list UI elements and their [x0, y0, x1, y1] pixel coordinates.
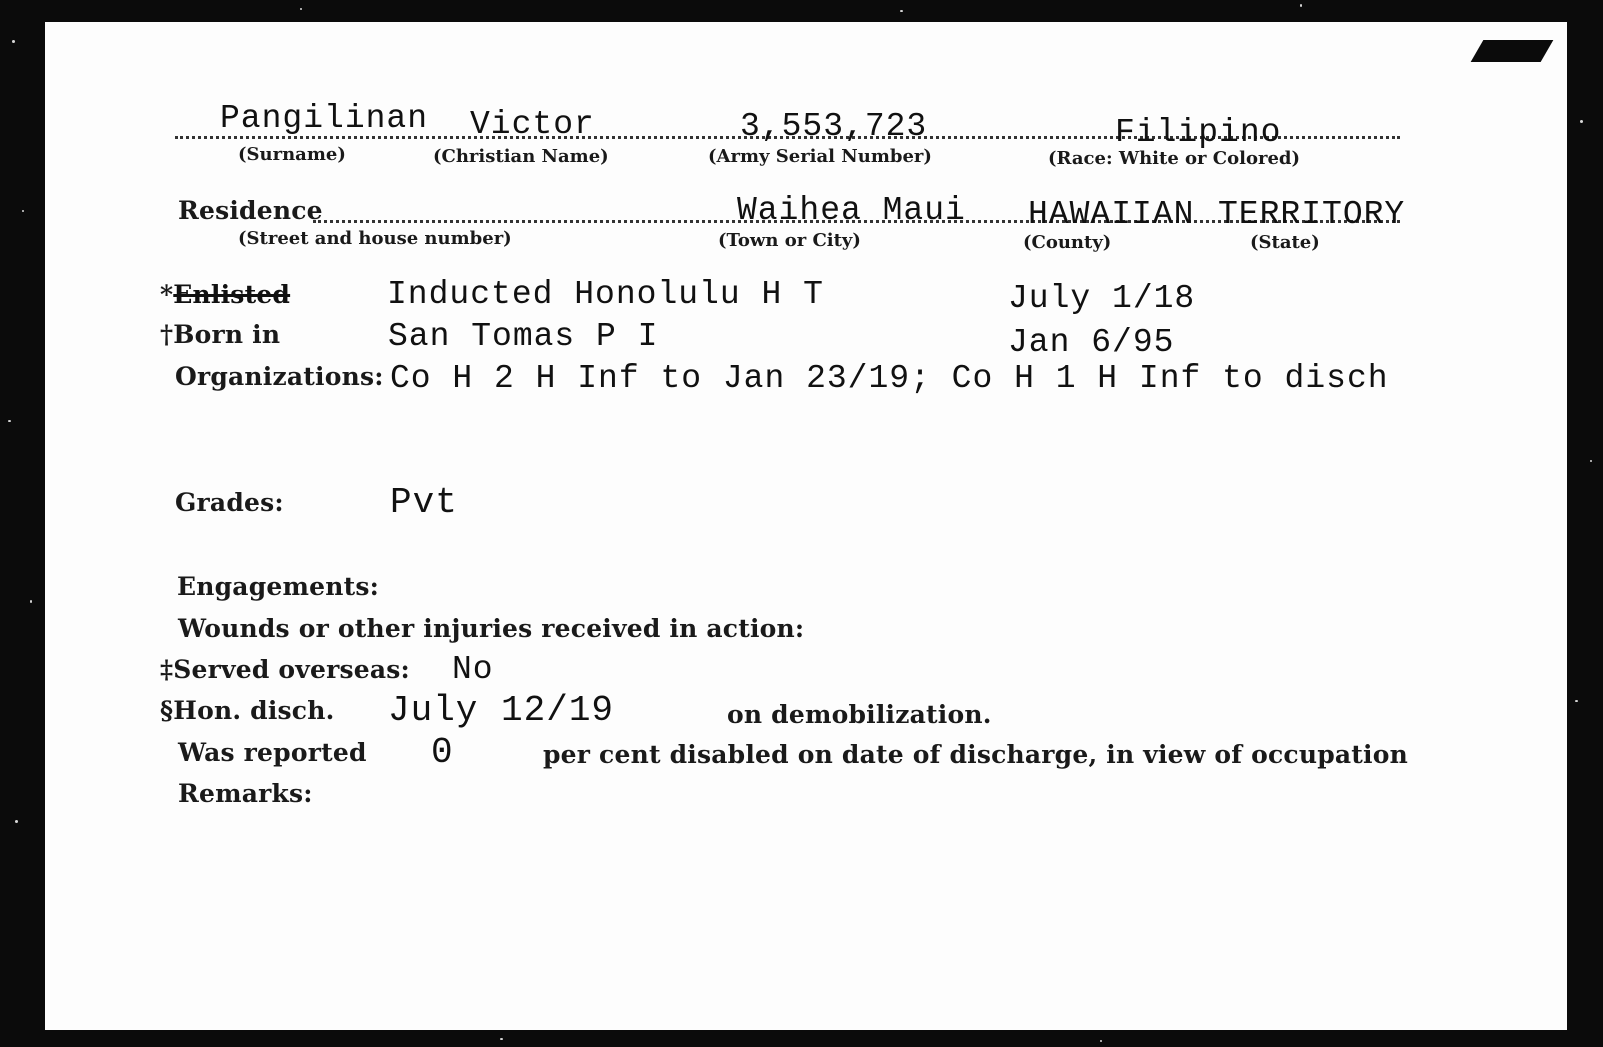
scan-speck [500, 1038, 503, 1040]
grades-value: Pvt [390, 482, 458, 523]
scan-speck [30, 600, 32, 603]
scan-speck [15, 820, 18, 823]
card-corner-shadow [1471, 40, 1554, 62]
race-value: Filipino [1115, 114, 1282, 151]
scan-speck [1300, 4, 1302, 7]
remarks-label: Remarks: [178, 779, 313, 808]
scan-speck [22, 210, 24, 212]
town-caption: (Town or City) [718, 230, 861, 251]
christian-name-caption: (Christian Name) [433, 146, 609, 167]
hon-disch-suffix: on demobilization. [727, 700, 992, 729]
scan-speck [900, 10, 903, 12]
disability-suffix: per cent disabled on date of discharge, in view of occupation [543, 740, 1409, 769]
scan-speck [1100, 1040, 1102, 1042]
scan-speck [8, 420, 11, 422]
disability-percent-value: 0 [431, 732, 454, 773]
race-caption: (Race: White or Colored) [1048, 148, 1301, 169]
scan-speck [300, 8, 302, 10]
wounds-label: Wounds or other injuries received in action: [178, 614, 805, 643]
residence-state-value: TERRITORY [1218, 196, 1406, 233]
served-overseas-value: No [452, 651, 494, 688]
state-caption: (State) [1250, 232, 1320, 253]
organizations-value: Co H 2 H Inf to Jan 23/19; Co H 1 H Inf to disch [390, 360, 1389, 397]
surname-value: Pangilinan [220, 100, 429, 137]
grades-label: Grades: [175, 488, 284, 517]
scan-speck [1575, 700, 1578, 702]
hon-disch-date: July 12/19 [388, 690, 615, 731]
enlisted-date: July 1/18 [1008, 280, 1196, 317]
organizations-label: Organizations: [175, 362, 384, 391]
residence-label: Residence [178, 196, 323, 225]
residence-town-value: Waihea Maui [737, 192, 966, 229]
street-caption: (Street and house number) [238, 228, 512, 249]
hon-disch-label: §Hon. disch. [160, 696, 335, 725]
serial-number-value: 3,553,723 [740, 108, 928, 145]
enlisted-label-marker: * [160, 280, 174, 309]
serial-number-caption: (Army Serial Number) [708, 146, 932, 167]
surname-caption: (Surname) [238, 144, 346, 165]
born-label: †Born in [160, 320, 281, 349]
county-caption: (County) [1023, 232, 1112, 253]
enlisted-label [160, 280, 290, 309]
enlisted-value: Inducted Honolulu H T [387, 276, 824, 313]
was-reported-label: Was reported [178, 738, 367, 767]
scan-speck [12, 40, 15, 43]
scan-speck [1590, 460, 1592, 462]
enlisted-label-text: Enlisted [173, 280, 291, 309]
served-overseas-label: ‡Served overseas: [160, 655, 410, 684]
engagements-label: Engagements: [177, 572, 380, 601]
service-record-card [45, 22, 1567, 1030]
residence-county-value: HAWAIIAN [1028, 196, 1195, 233]
scan-speck [1580, 120, 1583, 123]
born-date-value: Jan 6/95 [1008, 324, 1175, 361]
christian-name-value: Victor [470, 106, 595, 143]
born-place-value: San Tomas P I [388, 318, 659, 355]
